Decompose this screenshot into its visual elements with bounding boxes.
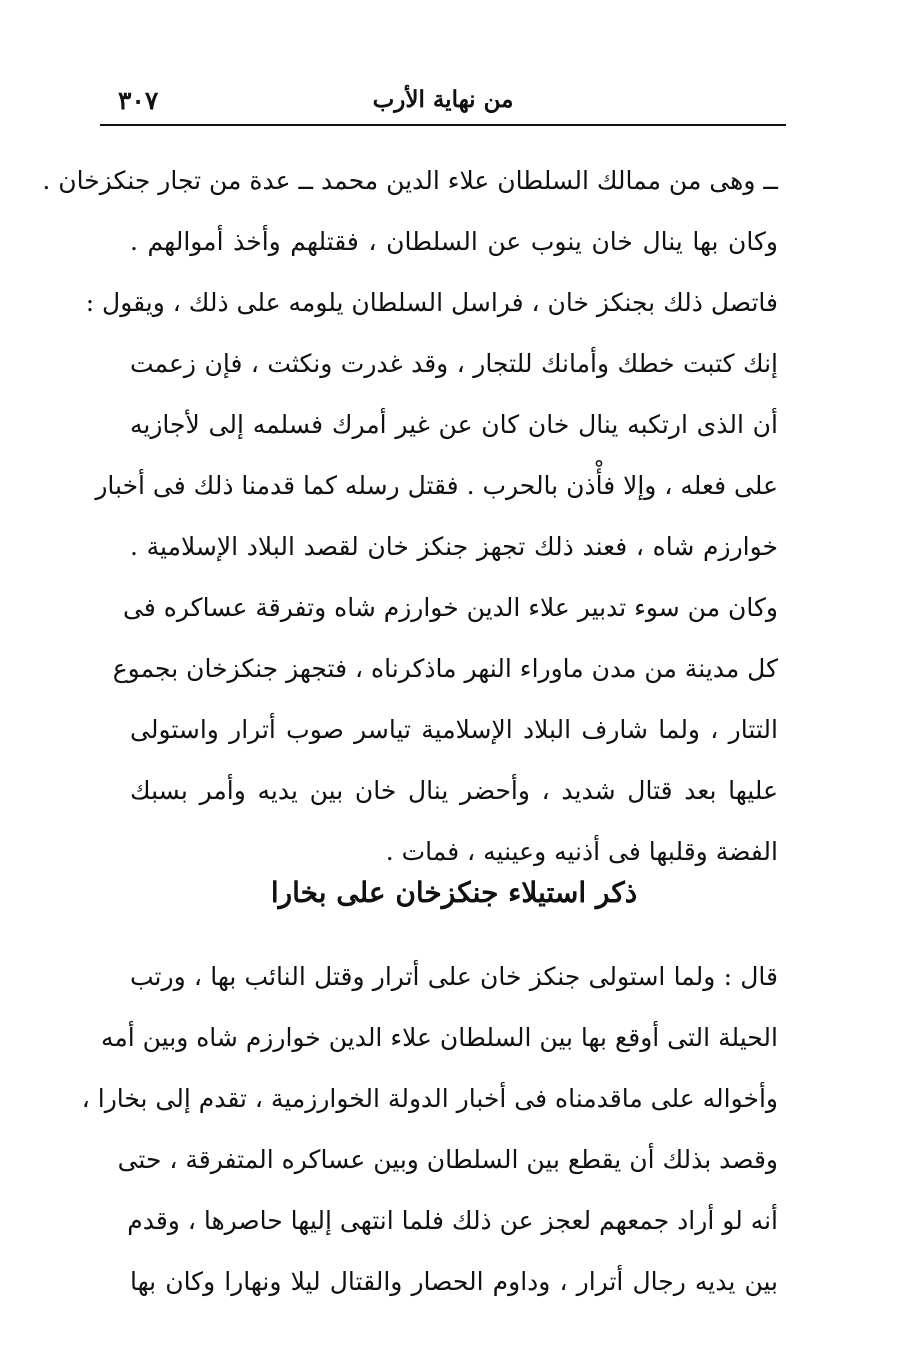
text-line: عليها بعد قتال شديد ، وأحضر ينال خان بين يديه وأمر بسبك (130, 776, 779, 805)
text-line: فاتصل ذلك بجنكز خان ، فراسل السلطان يلومه على ذلك ، ويقول : (85, 288, 778, 317)
text-line: إنك كتبت خطك وأمانك للتجار ، وقد غدرت ونكثت ، فإن زعمت (130, 349, 778, 378)
text-line: خوارزم شاه ، فعند ذلك تجهز جنكز خان لقصد البلاد الإسلامية . (130, 532, 778, 561)
text-line: ــ وهى من ممالك السلطان علاء الدين محمد ــ عدة من تجار جنكزخان . (42, 166, 778, 195)
paragraph-1 (42, 161, 779, 893)
text-line: وكان من سوء تدبير علاء الدين خوارزم شاه وتفرقة عساكره فى (123, 593, 778, 622)
running-title: من نهاية الأرب (372, 86, 514, 113)
text-line: وقصد بذلك أن يقطع بين السلطان وبين عساكره المتفرقة ، حتى (117, 1145, 778, 1174)
text-line: كل مدينة من مدن ماوراء النهر ماذكرناه ، فتجهز جنكزخان بجموع (112, 654, 778, 683)
page-header (100, 82, 786, 122)
text-line: بين يديه رجال أترار ، وداوم الحصار والقتال ليلا ونهارا وكان بها (130, 1267, 778, 1296)
text-line: على فعله ، وإلا فأْذن بالحرب . فقتل رسله كما قدمنا ذلك فى أخبار (95, 471, 778, 500)
paragraph-2 (81, 957, 778, 1323)
text-line: قال : ولما استولى جنكز خان على أترار وقتل النائب بها ، ورتب (130, 962, 778, 991)
text-line: وكان بها ينال خان ينوب عن السلطان ، فقتلهم وأخذ أموالهم . (130, 227, 778, 256)
text-line: الفضة وقلبها فى أذنيه وعينيه ، فمات . (385, 837, 778, 866)
page-number: ٣٠٧ (118, 86, 159, 115)
text-line: أنه لو أراد جمعهم لعجز عن ذلك فلما انتهى إليها حاصرها ، وقدم (127, 1206, 778, 1235)
text-line: الحيلة التى أوقع بها بين السلطان علاء الدين خوارزم شاه وبين أمه (100, 1023, 778, 1052)
text-line: وأخواله على ماقدمناه فى أخبار الدولة الخوارزمية ، تقدم إلى بخارا ، (81, 1084, 778, 1113)
section-heading: ذكر استيلاء جنكزخان على بخارا (270, 876, 638, 909)
text-line: التتار ، ولما شارف البلاد الإسلامية تياسر صوب أترار واستولى (130, 715, 778, 744)
header-rule (100, 124, 786, 126)
text-line: أن الذى ارتكبه ينال خان كان عن غير أمرك فسلمه إلى لأجازيه (130, 410, 778, 439)
